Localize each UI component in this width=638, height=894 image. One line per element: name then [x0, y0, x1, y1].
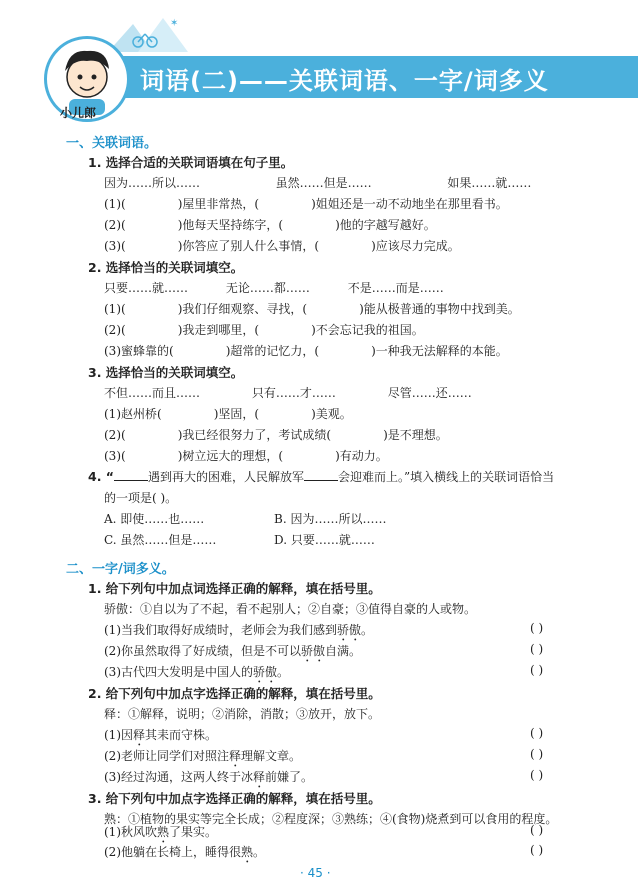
definition: 熟：①植物的果实等完全长成；②程度深；③熟练；④(食物)烧煮到可以食用的程度。: [104, 812, 558, 826]
answer-blank: ( ): [530, 843, 544, 857]
choice-c: C. 虽然……但是……: [104, 533, 217, 547]
list-item: (1)( )我们仔细观察、寻找，( )能从极普通的事物中找到美。: [104, 302, 520, 316]
list-item: (3)经过沟通，这两人终于冰释前嫌了。: [104, 770, 314, 784]
list-item: (3)古代四大发明是中国人的骄傲。: [104, 665, 290, 679]
answer-blank: ( ): [530, 768, 544, 782]
question-1-prompt: 1. 选择合适的关联词语填在句子里。: [88, 155, 294, 170]
answer-blank: ( ): [530, 663, 544, 677]
question-1-prompt: 1. 给下列句中加点词选择正确的解释，填在括号里。: [88, 581, 381, 596]
list-item: (3)( )树立远大的理想，( )有动力。: [104, 449, 388, 463]
definition: 骄傲：①自以为了不起，看不起别人；②自豪；③值得自豪的人或物。: [104, 602, 477, 616]
question-2-options: 只要……就…… 无论……都…… 不是……而是……: [104, 281, 444, 295]
answer-blank: ( ): [530, 726, 544, 740]
answer-blank: ( ): [530, 621, 544, 635]
mascot-label: 小儿郎: [60, 106, 97, 120]
option: 虽然……但是……: [275, 176, 372, 190]
page-header: [0, 0, 638, 118]
definition: 释：①解释，说明；②消除，消散；③放开，放下。: [104, 707, 381, 721]
answer-blank: ( ): [530, 823, 544, 837]
list-item: (1)因释其耒而守株。: [104, 728, 218, 742]
question-2-prompt: 2. 选择恰当的关联词填空。: [88, 260, 244, 275]
question-4-line1: 4. “ 遇到再大的困难，人民解放军 会迎难而上。”填入横线上的关联词语恰当: [88, 469, 555, 484]
list-item: (2)老师让同学们对照注释理解文章。: [104, 749, 302, 763]
svg-text:✶: ✶: [170, 18, 179, 29]
list-item: (1)当我们取得好成绩时，老师会为我们感到骄傲。: [104, 623, 374, 637]
page-number: · 45 ·: [300, 866, 331, 880]
list-item: (1)( )屋里非常热，( )姐姐还是一动不动地坐在那里看书。: [104, 197, 508, 211]
item-text: (2)他躺在长椅上，睡得很: [104, 845, 241, 859]
section-1-title: 一、关联词语。: [66, 136, 158, 151]
item-marked-word: 熟: [241, 845, 254, 859]
question-2-prompt: 2. 给下列句中加点字选择正确的解释，填在括号里。: [88, 686, 381, 701]
list-item: [104, 843, 265, 866]
question-3-prompt: 3. 选择恰当的关联词填空。: [88, 365, 244, 380]
choice-a: A. 即使……也……: [104, 512, 205, 526]
option: 因为……所以……: [104, 176, 201, 190]
section-2-title: 二、一字/词多义。: [66, 562, 175, 577]
item-text: (1)秋风吹: [104, 825, 157, 839]
page-title: 词语(二)——关联词语、一字/词多义: [140, 67, 549, 95]
list-item: (2)( )我走到哪里，( )不会忘记我的祖国。: [104, 323, 424, 337]
title-banner: [88, 56, 638, 98]
list-item: (2)( )我已经很努力了，考试成绩( )是不理想。: [104, 428, 448, 442]
choice-b: B. 因为……所以……: [274, 512, 387, 526]
question-3-prompt: 3. 给下列句中加点字选择正确的解释，填在括号里。: [88, 791, 381, 806]
choice-d: D. 只要……就……: [274, 533, 375, 547]
question-1-options: [104, 174, 531, 191]
item-marked-word: 熟: [157, 825, 170, 839]
answer-blank: ( ): [530, 642, 544, 656]
question-4-line2: 的一项是( )。: [104, 491, 178, 505]
answer-blank: ( ): [530, 747, 544, 761]
option: 如果……就……: [447, 176, 532, 190]
list-item: (3)( )你答应了别人什么事情，( )应该尽力完成。: [104, 239, 460, 253]
list-item: (2)( )他每天坚持练字，( )他的字越写越好。: [104, 218, 436, 232]
item-text: 了果实。: [169, 825, 218, 839]
list-item: (1)赵州桥( )坚固，( )美观。: [104, 407, 352, 421]
list-item: (3)蜜蜂靠的( )超常的记忆力，( )一种我无法解释的本能。: [104, 344, 508, 358]
list-item: (2)你虽然取得了好成绩，但是不可以骄傲自满。: [104, 644, 362, 658]
item-text: 。: [253, 845, 266, 859]
question-3-options: 不但……而且…… 只有……才…… 尽管……还……: [104, 386, 472, 400]
